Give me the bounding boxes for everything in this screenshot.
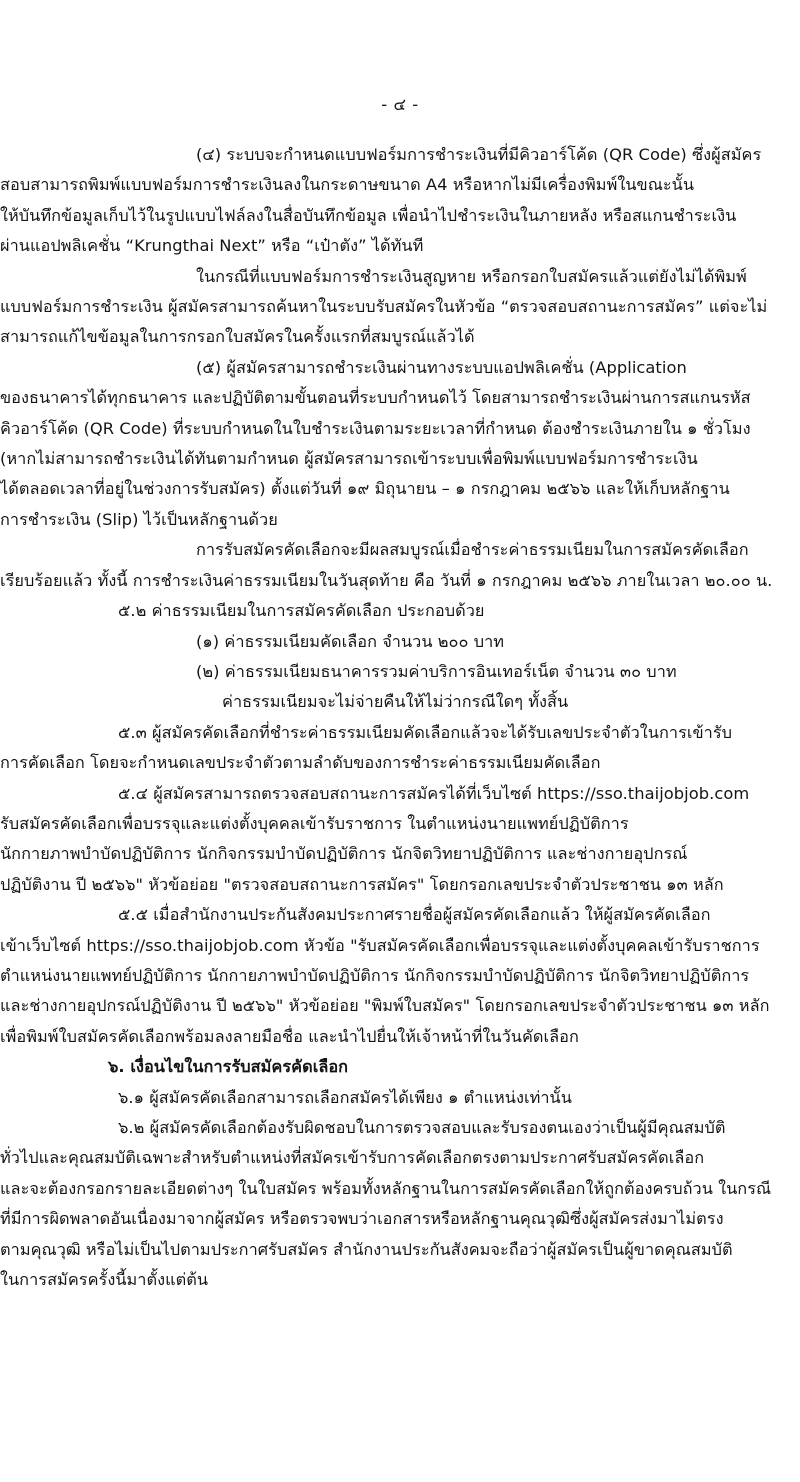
paragraph-line: ๖. เงื่อนไขในการรับสมัครคัดเลือก [108,1057,349,1077]
paragraph-line: ทั่วไปและคุณสมบัติเฉพาะสำหรับตำแหน่งที่สมัครเข้ารับการคัดเลือกตรงตามประกาศรับสมัครคัดเลือก [0,1148,705,1168]
paragraph-line: ๕.๕ เมื่อสำนักงานประกันสังคมประกาศรายชื่อผู้สมัครคัดเลือกแล้ว ให้ผู้สมัครคัดเลือก [118,905,711,925]
paragraph-line: และจะต้องกรอกรายละเอียดต่างๆ ในใบสมัคร พร้อมทั้งหลักฐานในการสมัครคัดเลือกให้ถูกต้องครบถ้วน ในกรณี [0,1178,772,1198]
paragraph-line: ๖.๒ ผู้สมัครคัดเลือกต้องรับผิดชอบในการตรวจสอบและรับรองตนเองว่าเป็นผู้มีคุณสมบัติ [118,1118,726,1137]
paragraph-line: ๖.๑ ผู้สมัครคัดเลือกสามารถเลือกสมัครได้เพียง ๑ ตำแหน่งเท่านั้น [118,1087,572,1107]
paragraph-line: รับสมัครคัดเลือกเพื่อบรรจุและแต่งตั้งบุคคลเข้ารับราชการ ในตำแหน่งนายแพทย์ปฏิบัติการ [0,813,629,833]
paragraph-line: ที่มีการผิดพลาดอันเนื่องมาจากผู้สมัคร หรือตรวจพบว่าเอกสารหรือหลักฐานคุณวุฒิซึ่งผู้สมัครส่งมาไม่ตรง [0,1209,724,1229]
paragraph-line: ให้บันทึกข้อมูลเก็บไว้ในรูปแบบไฟล์ลงในสื่อบันทึกข้อมูล เพื่อนำไปชำระเงินในภายหลัง หรือสแกนชำระเงิน [0,205,737,225]
paragraph-line: นักกายภาพบำบัดปฏิบัติการ นักกิจกรรมบำบัดปฏิบัติการ นักจิตวิทยาปฏิบัติการ และช่างกายอุปกรณ์ [0,844,688,864]
paragraph-line: ปฏิบัติงาน ปี ๒๕๖๖" หัวข้อย่อย "ตรวจสอบสถานะการสมัคร" โดยกรอกเลขประจำตัวประชาชน ๑๓ หลัก [0,874,724,894]
paragraph-line: ๕.๒ ค่าธรรมเนียมในการสมัครคัดเลือก ประกอบด้วย [118,601,485,621]
paragraph-line: ผ่านแอปพลิเคชั่น “Krungthai Next” หรือ “เป๋าตัง” ได้ทันที [0,236,424,256]
page-number: - ๔ - [381,95,419,114]
paragraph-line: (หากไม่สามารถชำระเงินได้ทันตามกำหนด ผู้สมัครสามารถเข้าระบบเพื่อพิมพ์แบบฟอร์มการชำระเงิน [0,449,698,469]
paragraph-line: การรับสมัครคัดเลือกจะมีผลสมบูรณ์เมื่อชำระค่าธรรมเนียมในการสมัครคัดเลือก [196,540,749,560]
paragraph-line: (๕) ผู้สมัครสามารถชำระเงินผ่านทางระบบแอปพลิเคชั่น (Application [196,357,687,377]
paragraph-line: ๕.๓ ผู้สมัครคัดเลือกที่ชำระค่าธรรมเนียมคัดเลือกแล้วจะได้รับเลขประจำตัวในการเข้ารับ [118,722,733,742]
paragraph-line: การคัดเลือก โดยจะกำหนดเลขประจำตัวตามลำดับของการชำระค่าธรรมเนียมคัดเลือก [0,753,601,773]
paragraph-line: ในกรณีที่แบบฟอร์มการชำระเงินสูญหาย หรือกรอกใบสมัครแล้วแต่ยังไม่ได้พิมพ์ [196,266,747,286]
paragraph-line: สามารถแก้ไขข้อมูลในการกรอกใบสมัครในครั้งแรกที่สมบูรณ์แล้วได้ [0,327,475,347]
paragraph-line: ของธนาคารได้ทุกธนาคาร และปฏิบัติตามขั้นตอนที่ระบบกำหนดไว้ โดยสามารถชำระเงินผ่านการสแกนรหัส [0,388,751,408]
paragraph-line: เข้าเว็บไซต์ https://sso.thaijobjob.com หัวข้อ "รับสมัครคัดเลือกเพื่อบรรจุและแต่งตั้งบุคคลเข้ารับราชการ [0,935,760,955]
paragraph-line: เพื่อพิมพ์ใบสมัครคัดเลือกพร้อมลงลายมือชื่อ และนำไปยื่นให้เจ้าหน้าที่ในวันคัดเลือก [0,1026,579,1046]
paragraph-line: สอบสามารถพิมพ์แบบฟอร์มการชำระเงินลงในกระดาษขนาด A4 หรือหากไม่มีเครื่องพิมพ์ในขณะนั้น [0,175,695,195]
paragraph-line: ๕.๔ ผู้สมัครสามารถตรวจสอบสถานะการสมัครได้ที่เว็บไซต์ https://sso.thaijobjob.com [118,783,750,803]
paragraph-line: แบบฟอร์มการชำระเงิน ผู้สมัครสามารถค้นหาในระบบรับสมัครในหัวข้อ “ตรวจสอบสถานะการสมัคร” แต่จะไม่ [0,297,768,317]
paragraph-line: ในการสมัครครั้งนี้มาตั้งแต่ต้น [0,1270,209,1290]
paragraph-line: ตามคุณวุฒิ หรือไม่เป็นไปตามประกาศรับสมัคร สำนักงานประกันสังคมจะถือว่าผู้สมัครเป็นผู้ขาดคุณสมบัติ [0,1239,733,1259]
paragraph-line: (๒) ค่าธรรมเนียมธนาคารรวมค่าบริการอินเทอร์เน็ต จำนวน ๓๐ บาท [196,661,677,681]
paragraph-line: คิวอาร์โค้ด (QR Code) ที่ระบบกำหนดในใบชำระเงินตามระยะเวลาที่กำหนด ต้องชำระเงินภายใน ๑ ชั่วโมง [0,418,751,438]
paragraph-line: ตำแหน่งนายแพทย์ปฏิบัติการ นักกายภาพบำบัดปฏิบัติการ นักกิจกรรมบำบัดปฏิบัติการ นักจิตวิทยาปฏิบัติการ [0,965,750,985]
paragraph-line: เรียบร้อยแล้ว ทั้งนี้ การชำระเงินค่าธรรมเนียมในวันสุดท้าย คือ วันที่ ๑ กรกฎาคม ๒๕๖๖ ภายในเวลา ๒๐.๐๐ น. [0,570,773,590]
paragraph-line: (๔) ระบบจะกำหนดแบบฟอร์มการชำระเงินที่มีคิวอาร์โค้ด (QR Code) ซึ่งผู้สมัคร [196,145,762,164]
paragraph-line: ได้ตลอดเวลาที่อยู่ในช่วงการรับสมัคร) ตั้งแต่วันที่ ๑๙ มิถุนายน – ๑ กรกฎาคม ๒๕๖๖ และให้เก็บหลักฐาน [0,479,730,499]
paragraph-line: (๑) ค่าธรรมเนียมคัดเลือก จำนวน ๒๐๐ บาท [196,631,505,651]
paragraph-line: ค่าธรรมเนียมจะไม่จ่ายคืนให้ไม่ว่ากรณีใดๆ ทั้งสิ้น [222,692,569,712]
document-body [0,140,800,1295]
paragraph-line: และช่างกายอุปกรณ์ปฏิบัติงาน ปี ๒๕๖๖" หัวข้อย่อย "พิมพ์ใบสมัคร" โดยกรอกเลขประจำตัวประชาชน ๑๓ หลัก [0,996,770,1016]
paragraph-line: การชำระเงิน (Slip) ไว้เป็นหลักฐานด้วย [0,509,278,529]
